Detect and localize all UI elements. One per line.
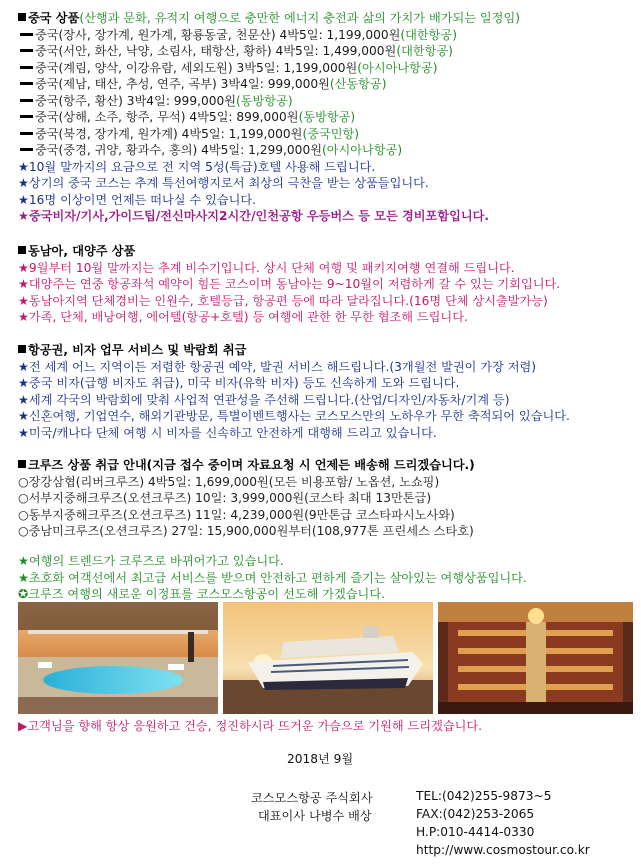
square-bullet-icon [18,345,26,353]
china-inclusion-note: ★중국비자/기사,가이드팁/전신마사지2시간/인천공항 우등버스 등 모든 경비포함입니다. [18,209,490,223]
visa-heading: 항공권, 비자 업무 서비스 및 박람회 취급 [28,343,247,357]
cruise-notes [18,553,633,603]
china-tour-airline: (아시아나항공) [357,60,438,75]
china-tour-airline: (대한항공) [400,27,457,42]
southeast-line: ★대양주는 연중 항공좌석 예약이 힘든 코스이며 동남아는 9~10월이 저렴하게 갈 수 있는 기회입니다. [18,277,561,291]
china-tour-text: 중국(항주, 황산) 3박4일: 999,000원 [35,93,236,108]
square-bullet-icon [18,246,26,254]
visa-line: ★신혼여행, 기업연수, 해외기관방문, 특별이벤트행사는 코스모스만의 노하우가 무한 축적되어 있습니다. [18,409,570,423]
dash-bullet-icon [20,148,33,151]
china-tour-airline: (아시아나항공) [321,143,403,157]
china-tour-item [18,93,633,110]
dash-bullet-icon [20,82,33,85]
cruise-note: ✪크루즈 여행의 새로운 이정표를 코스모스항공이 선도해 가겠습니다. [18,587,385,601]
china-tour-text: 중국(계림, 양삭, 이강유람, 세외도원) 3박5일: 1,199,000원 [35,60,358,75]
china-tour-text: 중국(서안, 화산, 낙양, 소림사, 태항산, 황하) 4박5일: 1,499,000원 [35,44,397,58]
cruise-section [18,457,633,540]
southeast-heading: 동남아, 대양주 상품 [28,244,136,258]
china-note: ★16명 이상이면 언제든 떠나실 수 있습니다. [18,192,257,207]
china-tour-item [18,109,633,126]
fax: FAX:(042)253-2065 [416,807,535,821]
ceo-signature: 대표이사 나병수 배상 [258,809,372,823]
mobile-phone: H.P:010-4414-0330 [416,825,535,839]
cruise-ship-photo [223,602,433,714]
website-link[interactable]: http://www.cosmostour.co.kr [416,843,590,857]
visa-line: ★전 세계 어느 지역이든 저렴한 항공권 예약, 발권 서비스 해드립니다.(3개월전 발권이 가장 저렴) [18,359,537,374]
southeast-line: ★가족, 단체, 배낭여행, 에어텔(항공+호텔) 등 여행에 관한 한 무한 협조해 드립니다. [18,310,468,324]
china-tour-airline: (중국민항) [302,126,360,141]
closing-section [18,718,633,735]
dash-bullet-icon [20,33,33,36]
telephone: TEL:(042)255-9873~5 [416,789,552,803]
closing-message: ▶고객님을 향해 항상 응원하고 건승, 정진하시라 뜨거운 가슴으로 기원해 드리겠습니다. [18,719,483,733]
china-tour-text: 중국(중경, 귀양, 황과수, 홍의) 4박5일: 1,299,000원 [35,143,322,157]
china-tour-item [18,60,633,77]
square-bullet-icon [18,460,26,468]
china-tour-text: 중국(북경, 장가계, 원가계) 4박5일: 1,199,000원 [35,126,303,141]
china-tour-item [18,43,633,60]
china-tour-item [18,142,633,159]
square-bullet-icon [18,13,26,21]
visa-heading-line [18,342,633,359]
china-heading-note: (산행과 문화, 유적지 여행으로 충만한 에너지 충전과 삶의 가치가 배가되는 일정임) [79,11,520,25]
china-tour-text: 중국(제남, 태산, 추성, 연주, 곡부) 3박4일: 999,000원 [35,77,330,91]
cruise-heading-line [18,457,633,474]
cruise-item: ○중남미크루즈(오션크루즈) 27일: 15,900,000원부터(108,977톤 프린세스 스타호) [18,524,474,538]
cruise-heading: 크루즈 상품 취급 안내(지금 접수 중이며 자료요청 시 언제든 배송해 드리겠습니다.) [28,458,475,472]
china-tour-text: 중국(상해, 소주, 항주, 무석) 4박5일: 899,000원 [35,110,299,124]
china-note: ★10월 말까지의 요금으로 전 지역 5성(특급)호텔 사용해 드립니다. [18,159,376,174]
china-tour-airline: (산동항공) [329,77,387,91]
pool-deck-photo [18,602,218,714]
ship-atrium-photo [438,602,633,714]
dash-bullet-icon [20,115,33,118]
southeast-line: ★동남아지역 단체경비는 인원수, 호텔등급, 항공편 등에 따라 달라집니다.(16명 단체 상시출발가능) [18,293,548,308]
cruise-item: ○동부지중해크루즈(오션크루즈) 11일: 4,239,000원(9만톤급 코스타파시노사와) [18,507,455,522]
china-heading: 중국 상품 [28,11,80,25]
china-tour-item [18,76,633,93]
cruise-item: ○서부지중해크루즈(오션크루즈) 10일: 3,999,000원(코스타 최대 13만톤급) [18,491,432,505]
dash-bullet-icon [20,132,33,135]
china-heading-line [18,10,633,27]
visa-line: ★미국/캐나다 단체 여행 시 비자를 신속하고 안전하게 대행해 드리고 있습니다. [18,425,437,440]
southeast-line: ★9월부터 10월 말까지는 추계 비수기입니다. 상시 단체 여행 및 패키지여행 연결해 드립니다. [18,260,515,275]
visa-section [18,342,633,441]
china-tour-text: 중국(장사, 장가계, 원가계, 황룡동굴, 천문산) 4박5일: 1,199,000원 [35,27,401,42]
issue-date: 2018년 9월 [287,752,354,766]
cruise-note: ★여행의 트렌드가 크루즈로 바뀌어가고 있습니다. [18,554,284,568]
southeast-heading-line [18,243,633,260]
cruise-item: ○장강삼협(리버크루즈) 4박5일: 1,699,000원(모든 비용포함/ 노옵션, 노쇼핑) [18,474,440,489]
visa-line: ★중국 비자(급행 비자도 취급), 미국 비자(유학 비자) 등도 신속하게 도와 드립니다. [18,376,460,390]
china-tour-item [18,27,633,44]
china-note: ★상기의 중국 코스는 추계 특선여행지로서 최상의 극찬을 받는 상품들입니다. [18,176,429,190]
cruise-note: ★초호화 여객선에서 최고급 서비스를 받으며 안전하고 편하게 즐기는 살아있는 여행상품입니다. [18,570,527,585]
visa-line: ★세계 각국의 박람회에 맞춰 사업적 연관성을 주선해 드립니다.(산업/디자인/자동차/기계 등) [18,392,510,407]
dash-bullet-icon [20,49,33,52]
china-tour-airline: (동방항공) [298,110,356,124]
dash-bullet-icon [20,66,33,69]
china-tour-airline: (동방항공) [235,93,293,108]
china-tour-airline: (대한항공) [396,44,453,58]
southeast-section [18,243,633,326]
china-tour-list [18,27,633,159]
dash-bullet-icon [20,99,33,102]
cruise-photo-strip [18,602,633,714]
china-section [18,10,633,225]
company-name: 코스모스항공 주식회사 [251,791,373,805]
china-tour-item [18,126,633,143]
